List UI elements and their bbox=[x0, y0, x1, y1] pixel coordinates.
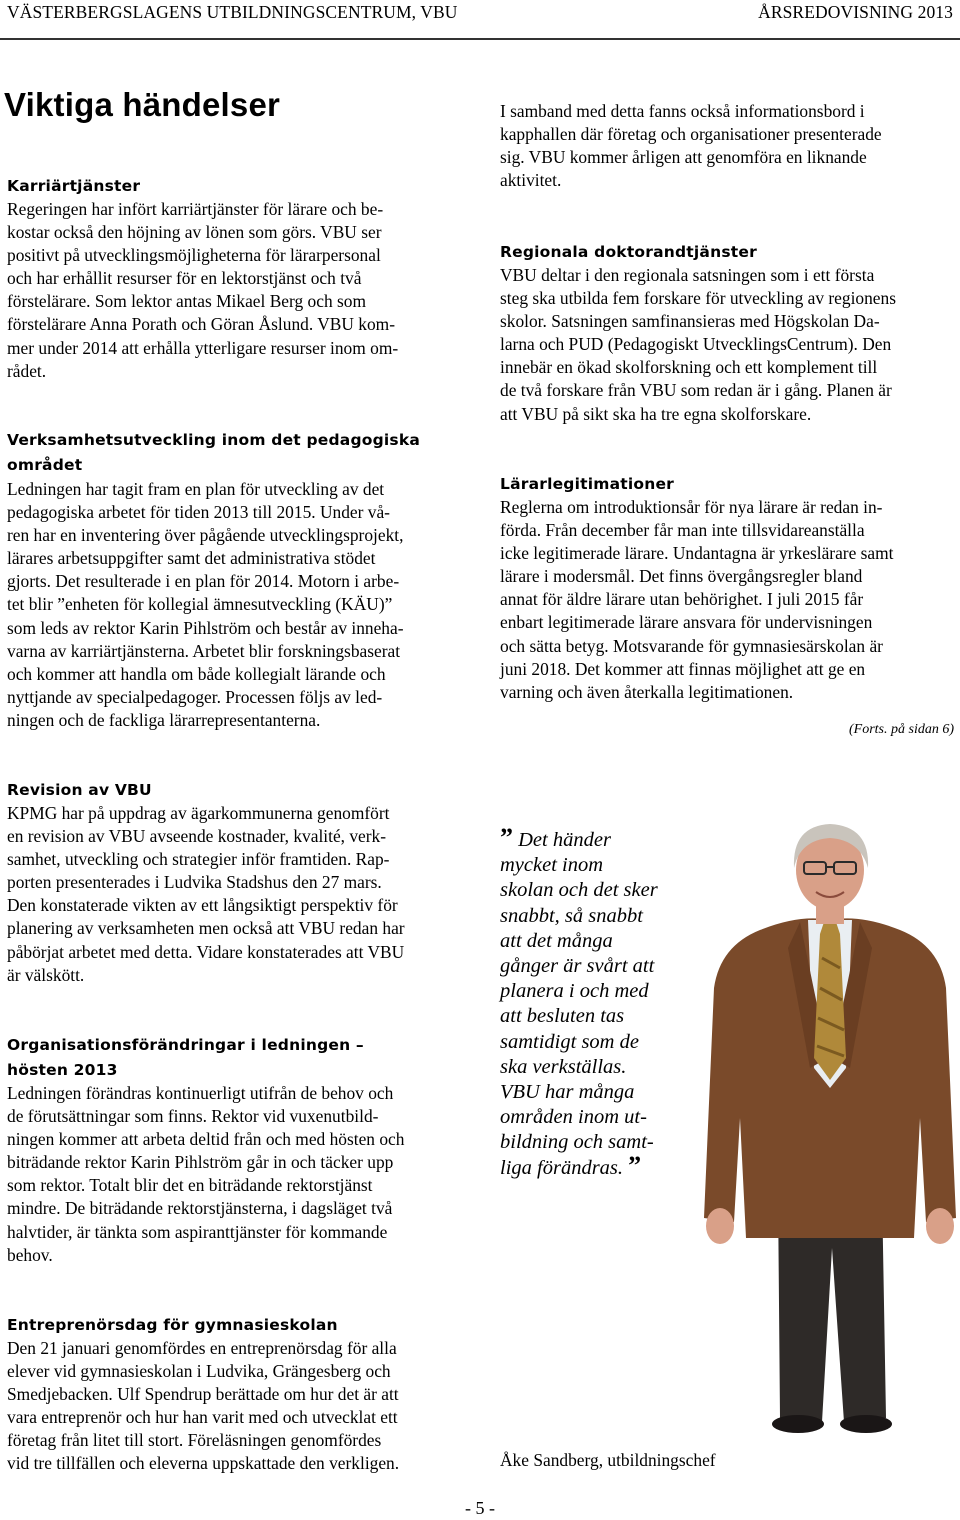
section-lararlegitimationer bbox=[500, 472, 956, 704]
left-hand bbox=[706, 1208, 734, 1244]
section-heading: Verksamhetsutveckling inom det pedagogiska området bbox=[7, 431, 421, 474]
right-shoe bbox=[840, 1415, 892, 1433]
section-body: Regeringen har infört karriärtjänster för lärare och be- kostar också den höjning av lönen som görs. VBU ser positivt på utvecklingsmöjligheterna för lärarpersonal och har erhållit resurser för en lektorstjänst och två förstelärare. Som lektor antas Mikael Berg och som förstelärare Anna Porath och Göran Åslund. VBU kom- mer under 2014 att erhålla ytterligare resurser inom om- rådet. bbox=[7, 199, 399, 381]
right-hand bbox=[926, 1208, 954, 1244]
left-shoe bbox=[772, 1415, 824, 1433]
section-intro-right bbox=[500, 100, 956, 192]
close-quote-mark: ” bbox=[628, 1150, 642, 1180]
section-revision bbox=[7, 778, 477, 987]
section-entreprenorsdag bbox=[7, 1313, 477, 1476]
header-org: VÄSTERBERGSLAGENS UTBILDNINGSCENTRUM, VBU bbox=[7, 2, 458, 22]
header-report: ÅRSREDOVISNING 2013 bbox=[758, 2, 953, 22]
section-body: Reglerna om introduktionsår för nya lärare är redan in- förda. Från december får man inte tillsvidareanställa icke legitimerade lärare. Undantagna är yrkeslärare samt lärare i modersmål. Det finns övergångsregler bland annat för äldre lärare utan behörighet. I juli 2015 får enbart legitimerade lärare ansvara för undervisningen och sätta betyg. Motsvarande för gymnasiesärskolan är juni 2018. Det kommer att finnas möjlighet att ge en varning och även återkalla legitimationen. bbox=[500, 497, 894, 702]
section-heading: Karriärtjänster bbox=[7, 177, 141, 195]
section-organisationsforandringar bbox=[7, 1033, 477, 1267]
section-heading: Organisationsförändringar i ledningen – hösten 2013 bbox=[7, 1036, 364, 1079]
page-number: - 5 - bbox=[465, 1498, 495, 1518]
page-header bbox=[0, 0, 960, 40]
section-body: I samband med detta fanns också informationsbord i kapphallen där företag och organisationer presenterade sig. VBU kommer årligen att genomföra en liknande aktivitet. bbox=[500, 101, 882, 191]
section-heading: Revision av VBU bbox=[7, 781, 152, 799]
section-regionala-doktorandtjanster bbox=[500, 240, 956, 426]
section-body: VBU deltar i den regionala satsningen som i ett första steg ska utbilda fem forskare för utveckling av regionens skolor. Satsningen samfinansieras med Högskolan Da- larna och PUD (Pedagogiskt UtvecklingsCentrum). Den innebär en ökad skolforskning och ett komplement till de två forskare från VBU som redan är i gång. Planen är att VBU på sikt ska ha tre egna skolforskare. bbox=[500, 265, 896, 424]
open-quote-mark: ” bbox=[500, 823, 513, 852]
section-heading: Regionala doktorandtjänster bbox=[500, 243, 757, 261]
page-title: Viktiga händelser bbox=[4, 86, 281, 123]
section-body: Ledningen förändras kontinuerligt utifrån de behov och de förutsättningar som finns. Rektor vid vuxenutbild- ningen kommer att arbeta deltid från och med hösten och biträdande rektor Karin Pihlström går in och täcker upp som rektor. Totalt blir det en biträdande rektorstjänst mindre. De biträdande rektorstjänsterna, i dagsläget två halvtider, är tänkta som aspiranttjänster för kommande behov. bbox=[7, 1083, 405, 1265]
section-heading: Lärarlegitimationer bbox=[500, 475, 675, 493]
section-verksamhetsutveckling bbox=[7, 428, 477, 732]
photo-caption: Åke Sandberg, utbildningschef bbox=[500, 1450, 716, 1470]
continued-link[interactable]: (Forts. på sidan 6) bbox=[849, 722, 954, 737]
section-body: Ledningen har tagit fram en plan för utveckling av det pedagogiska arbetet för tiden 2013 till 2015. Under vå- ren har en inventering över pågående utvecklingsprojekt, lärares arbetsuppgifter samt det administrativa stödet gjorts. Det resulterade i en plan för 2014. Motorn i arbe- tet blir ”enheten för kollegial ämnesutveckling (KÄU)” som leds av rektor Karin Pihlström och består av inneha- varna av karriärtjänsterna. Arbetet blir forskningsbaserat och kommer att handla om både kollegialt lärande och nyttjande av specialpedagoger. Processen följs av led- ningen och de fackliga lärarrepresentanterna. bbox=[7, 479, 404, 730]
section-karriartjanster bbox=[7, 174, 477, 383]
section-body: KPMG har på uppdrag av ägarkommunerna genomfört en revision av VBU avseende kostnader, kvalité, verk- samhet, utveckling och strategier inför framtiden. Rap- porten presenterades i Ludvika Stadshus den 27 mars. Den konstaterade vikten av ett långsiktigt perspektiv för planering av verksamheten men också att VBU redan har påbörjat arbetet med detta. Vidare konstaterades att VBU är välskött. bbox=[7, 803, 405, 985]
section-body: Den 21 januari genomfördes en entreprenörsdag för alla elever vid gymnasieskolan i Ludvika, Grängesberg och Smedjebacken. Ulf Spendrup berättade om hur det är att vara entreprenör och hur han varit med och utvecklat ett företag från litet till stort. Föreläsningen genomfördes vid tre tillfällen och eleverna uppskattade den verkligen. bbox=[7, 1338, 400, 1474]
pull-quote: ” Det händer mycket inom skolan och det sker snabbt, så snabbt att det många gånger är svårt att planera i och med att besluten tas samtidigt som de ska verkställas. VBU har många områden inom ut- bildning och samt- liga förändras. ” bbox=[500, 823, 658, 1180]
section-heading: Entreprenörsdag för gymnasieskolan bbox=[7, 1316, 338, 1334]
portrait-photo bbox=[700, 818, 960, 1453]
